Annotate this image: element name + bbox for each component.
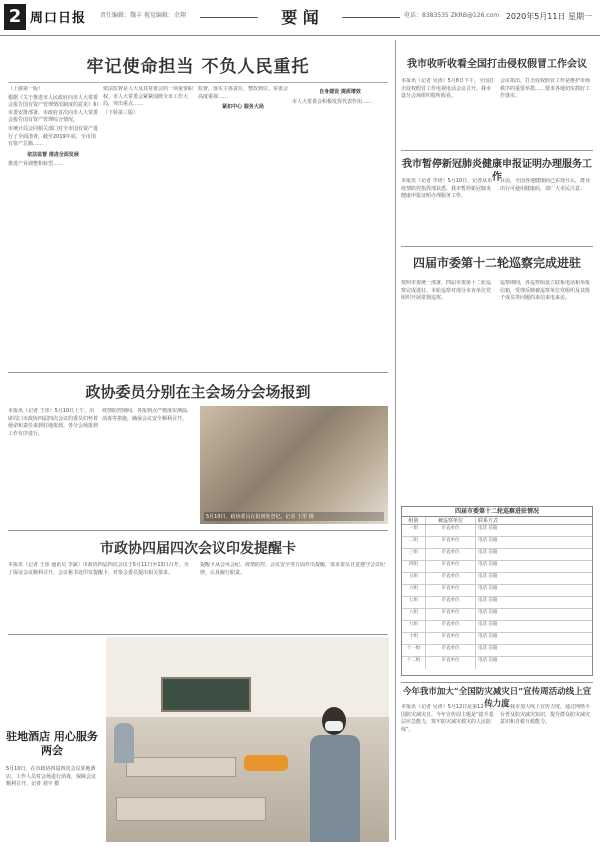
table-row: 六组 市直单位 电话 信箱	[402, 585, 592, 597]
cppcc-meeting-text-1: 本报讯（记者 王彤）5月10日上午，出席周口市政协四届四次会议的委员们怀着使命和责任来到驻地报到。各分会场报到工作有序进行。	[8, 408, 98, 437]
divider-3	[8, 634, 388, 635]
right4-text-2: 今年我市加大线上宣传力度，通过网络平台普及防灾减灾知识，提升群众防灾减灾意识和自救互救能力。	[500, 704, 591, 726]
photo-table	[126, 757, 236, 777]
right3-text-2: 巡察期间，各巡察组设立联系电话和举报信箱，受理反映被巡察单位党组织及其班子成员等问题的来信来电来访。	[500, 280, 591, 302]
table-row: 五组 市直单位 电话 信箱	[402, 573, 592, 585]
photo-worker	[114, 723, 134, 763]
table-row: 二组 市直单位 电话 信箱	[402, 537, 592, 549]
photo-blackboard	[161, 677, 251, 712]
table-row: 十组 市直单位 电话 信箱	[402, 633, 592, 645]
right3-text-1: 按照市委统一部署，四届市委第十二轮巡察完成进驻。本轮巡察对部分市直单位党组织开展常规巡察。	[401, 280, 492, 302]
hotel-caption-box	[6, 730, 98, 789]
section-title: 要 闻	[281, 8, 319, 27]
lead-column-2: 依法监督是人大及其常委会的一项重要职权。市人大常委会紧紧围绕全市工作大局，突出重点…… （下转第三版）	[103, 86, 193, 116]
column-separator	[395, 40, 396, 840]
lead-column-1: （上接第一版） 根据《关于推进市人民政府向市人大常委会报告国有资产管理情况制度的意见》和市委安排部署，市政府首次向市人大常委会报告国有资产管理综合情况。 市统计局会同相关部门对全市国有资产进行了全面清查，截至2019年底，全市国有资产总额…… 依法监督 推进全面发展 推进产业调整和转型……	[8, 86, 98, 168]
photo-sprayer	[244, 755, 288, 771]
divider-right-1	[401, 150, 593, 151]
table-title: 四届市委第十二轮巡察进驻情况	[402, 507, 592, 517]
right2-text-1: 本报讯（记者 李涛）5月10日，记者从市疫情防控指挥部获悉，我市暂停新冠肺炎健康申报证明办理服务工作。	[401, 178, 493, 200]
right4-headline: 今年我市加大“全国防灾减灾日”宣传周活动线上宣传力度	[402, 687, 592, 709]
section-rule-right	[342, 17, 400, 18]
hotel-photo	[106, 637, 389, 842]
cppcc-meeting-photo	[200, 406, 388, 524]
divider-right-2	[401, 246, 593, 247]
photo-caption: 5月10日，政协委员在报到处登记。记者 王彤 摄	[204, 512, 384, 521]
paper-name: 周口日报	[30, 11, 87, 26]
right3-headline: 四届市委第十二轮巡察完成进驻	[412, 256, 581, 270]
lead-column-3: 监督，落实主体责任，整改到位。常委会高度重视…… 紧扣中心 服务大局	[198, 86, 288, 111]
cppcc-meeting-text-2: 疫情防控期间，各报到点严格落实测温、消毒等措施，确保会议安全顺利召开。	[102, 408, 193, 422]
table-row: 四组 市直单位 电话 信箱	[402, 561, 592, 573]
right2-text-2: 目前，全国各地健康码已实现互认，群众出行可使用健康码，请广大市民注意。	[500, 178, 591, 192]
lead-subhead-1: 依法监督 推进全面发展	[27, 151, 79, 158]
divider-1	[8, 372, 388, 373]
right4-text-1: 本报讯（记者 吴涛）5月12日是第12个全国防灾减灾日。今年宣传周主题是“提升基层应急能力，筑牢防灾减灾救灾的人民防线”。	[401, 704, 494, 733]
table-row: 一组 市直单位 电话 信箱	[402, 525, 592, 537]
divider-2	[8, 530, 388, 531]
right1-headline: 我市收听收看全国打击侵权假冒工作会议	[407, 59, 587, 70]
right1-text-2: 会议指出，打击侵权假冒工作是维护市场秩序的重要举措……要求各地切实抓好工作落实。	[500, 78, 591, 100]
lead-headline: 牢记使命担当 不负人民重托	[86, 57, 310, 77]
table-row: 十一组 市直单位 电话 信箱	[402, 645, 592, 657]
issue-date: 2020年5月11日 星期一	[505, 12, 592, 21]
right1-text-1: 本报讯（记者 吴涛）5月8日下午，全国打击侵权假冒工作电视电话会议召开。我市设分会场组织收听收看。	[401, 78, 494, 100]
table-row: 九组 市直单位 电话 信箱	[402, 621, 592, 633]
hotel-caption-text: 5月10日，在市政协四届四次会议驻地酒店，工作人员对会场进行消毒，保障会议顺利召开。记者 刘宇 摄	[6, 766, 97, 787]
inspection-table	[401, 506, 593, 676]
cppcc-notice-headline: 市政协四届四次会议印发提醒卡	[100, 541, 296, 557]
lead-subhead-3: 紧扣中心 服务大局	[222, 104, 264, 111]
lead-column-4: 自身建设 提质增效 市人大常委会积极发挥代表作用……	[292, 86, 388, 370]
table-header: 组别 被巡察单位 联系方式	[402, 517, 592, 525]
page-number: 2	[4, 4, 26, 30]
table-row: 八组 市直单位 电话 信箱	[402, 609, 592, 621]
divider-right-3	[401, 682, 593, 683]
editor-meta: 责任编辑：魏丰 视觉编辑：余翔	[100, 12, 186, 19]
cppcc-meeting-headline: 政协委员分别在主会场分会场报到	[85, 383, 311, 401]
table-row: 三组 市直单位 电话 信箱	[402, 549, 592, 561]
cppcc-notice-text-2: 提醒卡从会风会纪、疫情防控、会议安全等方面作出提醒，要求委员自觉遵守会议纪律，认真履行职责。	[200, 562, 386, 576]
contact-meta: 电话：8383535 ZKRB@126.com	[404, 12, 500, 19]
table-row: 七组 市直单位 电话 信箱	[402, 597, 592, 609]
masthead	[0, 0, 600, 36]
lead-subhead-4: 自身建设 提质增效	[319, 89, 361, 95]
section-rule-left	[200, 17, 258, 18]
hotel-headline: 驻地酒店 用心服务两会	[6, 730, 98, 757]
photo-table	[116, 797, 266, 821]
table-row: 十二组 市直单位 电话 信箱	[402, 657, 592, 669]
lead-rule	[8, 82, 388, 83]
right2-headline: 我市暂停新冠肺炎健康申报证明办理服务工作	[402, 159, 592, 183]
photo-worker	[306, 707, 364, 842]
cppcc-notice-text-1: 本报讯（记者 王彤 通讯员 李斌）市政协四届四次会议于5月11日至13日召开。为了保证会议顺利召开，会议秘书处印发提醒卡，对参会委员提出相关要求。	[8, 562, 189, 576]
